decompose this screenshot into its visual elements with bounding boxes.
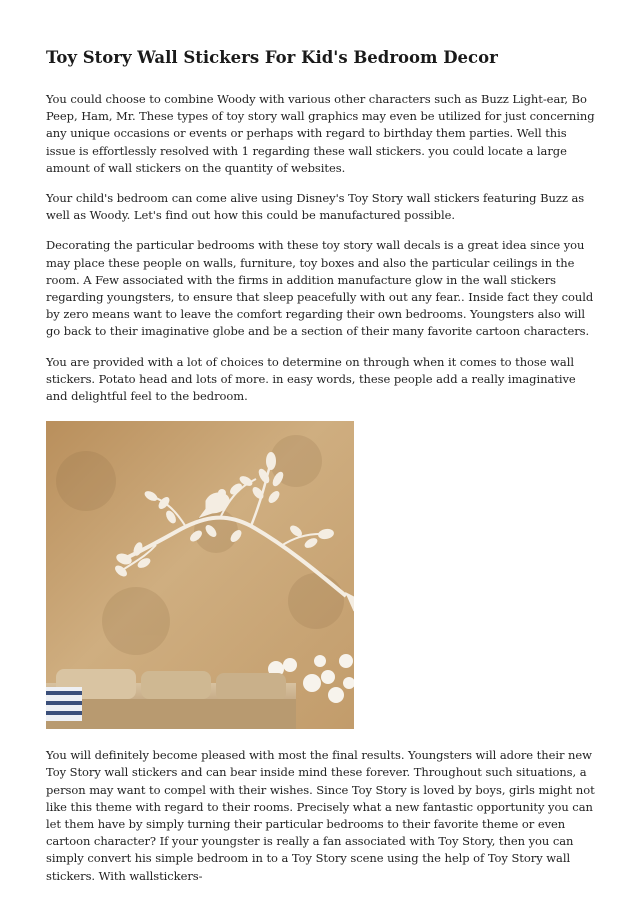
document-page	[46, 48, 596, 898]
paragraph: Decorating the particular bedrooms with these toy story wall decals is a great idea since you may place these people on walls, furniture, toy boxes and also the particular ceilings in the room. A Few associated with the firms in addition manufacture glow in the wall stickers regarding youngsters, to ensure that sleep peacefully with out any fear.. Inside fact they could by zero means want to leave the comfort regarding their own bedrooms. Youngsters also will go back to their imaginative globe and be a section of their many favorite cartoon characters.	[46, 238, 594, 339]
sofa	[46, 669, 296, 729]
wall-decal-photo	[46, 421, 354, 729]
document-title: Toy Story Wall Stickers For Kid's Bedroom Decor	[46, 48, 498, 67]
paragraph: You will definitely become pleased with most the final results. Youngsters will adore their new Toy Story wall stickers and can bear inside mind these forever. Throughout such situations, a person may want to compel with their wishes. Since Toy Story is loved by boys, girls might not like this theme with regard to their rooms. Precisely what a new fantastic opportunity you can let them have by simply turning their particular bedrooms to their favorite theme or even cartoon character? If your youngster is really a fan associated with Toy Story, then you can simply convert his simple bedroom in to a Toy Story scene using the help of Toy Story wall stickers. With wallstickers-	[46, 748, 595, 883]
paragraph: You are provided with a lot of choices to determine on through when it comes to those wall stickers. Potato head and lots of more. in easy words, these people add a really imaginative and delightful feel to the bedroom.	[46, 354, 576, 404]
paragraph: You could choose to combine Woody with various other characters such as Buzz Light-ear, Bo Peep, Ham, Mr. These types of toy story wall graphics may even be utilized for just concerning any unique occasions or events or perhaps with regard to birthday them parties. Well this issue is effortlessly resolved with 1 regarding these wall stickers. you could locate a large amount of wall stickers on the quantity of websites.	[46, 92, 595, 175]
paragraph: Your child's bedroom can come alive using Disney's Toy Story wall stickers featuring Buzz as well as Woody. Let's find out how this could be manufactured possible.	[46, 191, 585, 223]
striped-cushion	[46, 687, 82, 721]
